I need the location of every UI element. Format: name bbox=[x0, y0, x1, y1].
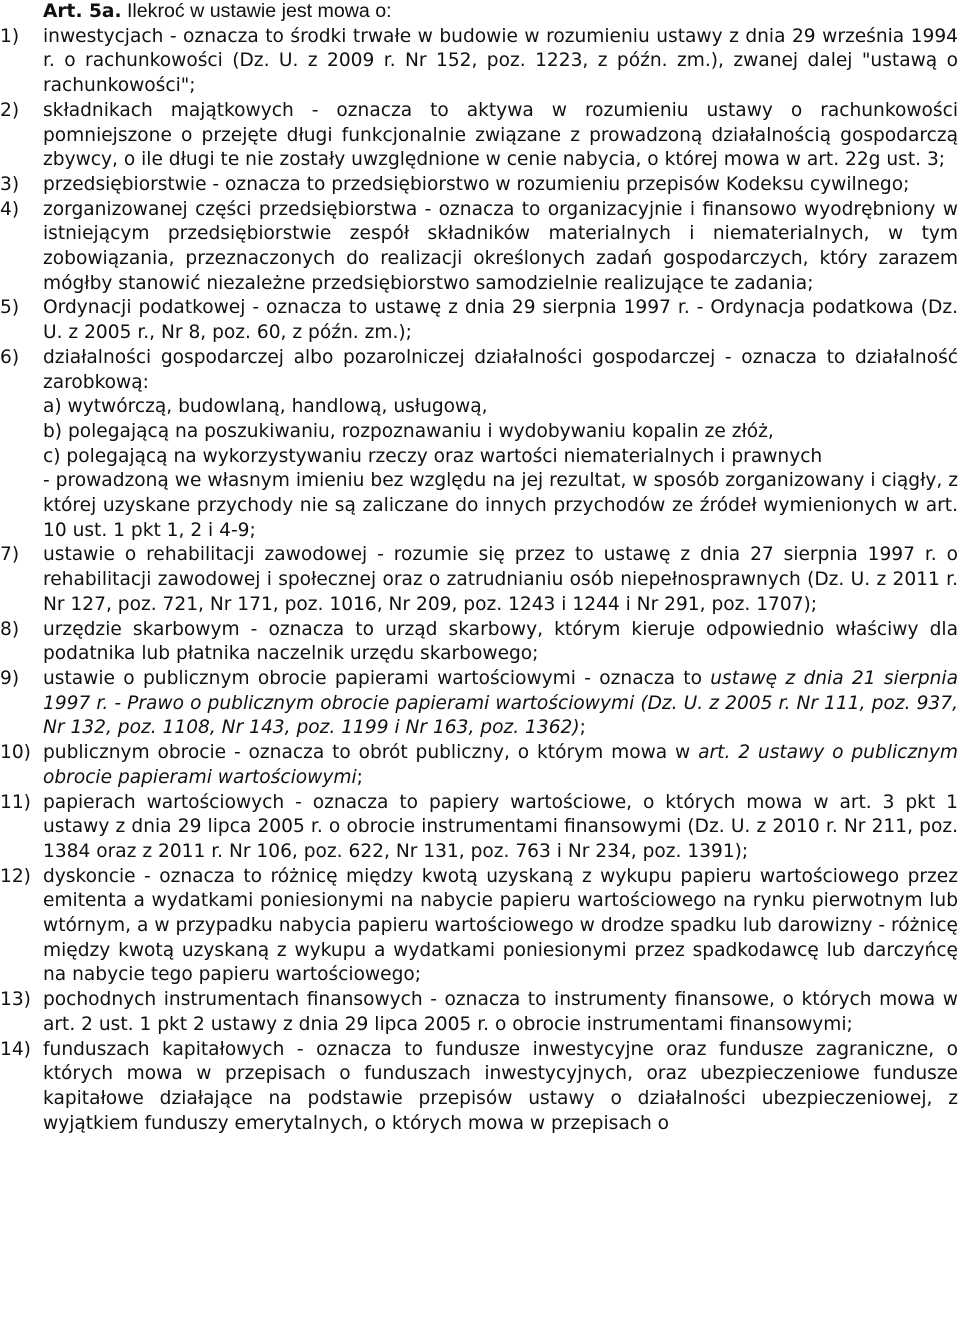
item-text: publicznym obrocie - oznacza to obrót publiczny, o którym mowa w bbox=[43, 742, 699, 764]
definition-item bbox=[0, 865, 960, 989]
item-text-end: ; bbox=[356, 766, 363, 788]
definition-item bbox=[0, 173, 960, 198]
item-text: urzędzie skarbowym - oznacza to urząd skarbowy, którym kieruje odpowiednio właściwy dla podatnika lub płatnika naczelnik urzędu skarbowego; bbox=[43, 618, 958, 665]
article-heading bbox=[0, 0, 960, 25]
item-number: 6) bbox=[0, 346, 20, 368]
sub-item-tail: - prowadzoną we własnym imieniu bez względu na jej rezultat, w sposób zorganizowany i ciągły, z której uzyskane przychody nie są zaliczane do innych przychodów ze źródeł wymienionych w art. 10 ust. 1 pkt 1, 2 i 4-9; bbox=[43, 470, 958, 541]
item-number: 8) bbox=[0, 618, 20, 640]
item-number: 13) bbox=[0, 989, 31, 1011]
item-text-italic: art. 2 ustawy o publicznym obrocie papierami wartościowymi bbox=[43, 742, 958, 788]
definition-item bbox=[0, 543, 960, 617]
item-number: 5) bbox=[0, 297, 20, 319]
item-text: ustawie o publicznym obrocie papierami wartościowymi - oznacza to bbox=[43, 667, 711, 689]
item-number: 7) bbox=[0, 544, 20, 566]
item-text: Ordynacji podatkowej - oznacza to ustawę z dnia 29 sierpnia 1997 r. - Ordynacja podatkowa (Dz. U. z 2005 r., Nr 8, poz. 60, z późn. zm.); bbox=[43, 297, 958, 344]
item-text: przedsiębiorstwie - oznacza to przedsiębiorstwo w rozumieniu przepisów Kodeksu cywilnego; bbox=[43, 173, 910, 195]
definition-item bbox=[0, 346, 960, 544]
item-number: 11) bbox=[0, 791, 31, 813]
item-number: 10) bbox=[0, 742, 31, 764]
definition-item bbox=[0, 99, 960, 173]
item-number: 9) bbox=[0, 667, 20, 689]
item-text: składnikach majątkowych - oznacza to aktywa w rozumieniu ustawy o rachunkowości pomniejszone o przejęte długi funkcjonalnie związane z prowadzoną działalnością gospodarczą zbywcy, o ile długi te nie zostały uwzględnione w cenie nabycia, o której mowa w art. 22g ust. 3; bbox=[43, 99, 958, 171]
item-text: zorganizowanej części przedsiębiorstwa - oznacza to organizacyjnie i finansowo wyodrębniony w istniejącym przedsiębiorstwie zespół składników materialnych i niematerialnych, w tym zobowiązania, przeznaczonych do realizacji określonych zadań gospodarczych, który zarazem mógłby stanowić niezależne przedsiębiorstwo samodzielnie realizujące te zadania; bbox=[43, 198, 958, 294]
definition-item bbox=[0, 667, 960, 741]
item-number: 3) bbox=[0, 173, 20, 195]
item-number: 14) bbox=[0, 1038, 31, 1060]
definition-item bbox=[0, 988, 960, 1037]
definition-item bbox=[0, 296, 960, 345]
item-number: 4) bbox=[0, 198, 20, 220]
item-text: pochodnych instrumentach finansowych - oznacza to instrumenty finansowe, o których mowa w art. 2 ust. 1 pkt 2 ustawy z dnia 29 lipca 2005 r. o obrocie instrumentami finansowymi; bbox=[43, 989, 958, 1035]
definition-item bbox=[0, 791, 960, 865]
definition-item bbox=[0, 618, 960, 667]
item-text-italic: ustawę z dnia 21 sierpnia 1997 r. - Prawo o publicznym obrocie papierami wartościowymi (Dz. U. z 2005 r. Nr 111, poz. 937, Nr 132, poz. 1108, Nr 143, poz. 1199 i Nr 163, poz. 1362) bbox=[43, 667, 958, 739]
sub-item-b: b) polegającą na poszukiwaniu, rozpoznawaniu i wydobywaniu kopalin ze złóż, bbox=[43, 420, 774, 442]
item-text: funduszach kapitałowych - oznacza to fundusze inwestycyjne oraz fundusze zagraniczne, o których mowa w przepisach o funduszach inwestycyjnych, oraz ubezpieczeniowe fundusze kapitałowe działające na podstawie przepisów ustawy o działalności ubezpieczeniowej, z wyjątkiem funduszy emerytalnych, o których mowa w przepisach o bbox=[43, 1038, 958, 1134]
article-intro: Ilekroć w ustawie jest mowa o: bbox=[121, 0, 392, 22]
definition-item bbox=[0, 198, 960, 297]
sub-item-a: a) wytwórczą, budowlaną, handlową, usługową, bbox=[43, 396, 488, 418]
item-number: 12) bbox=[0, 865, 31, 887]
item-text: papierach wartościowych - oznacza to papiery wartościowe, o których mowa w art. 3 pkt 1 ustawy z dnia 29 lipca 2005 r. o obrocie instrumentami finansowymi (Dz. U. z 2010 r. Nr 211, poz. 1384 oraz z 2011 r. Nr 106, poz. 622, Nr 131, poz. 763 i Nr 234, poz. 1391); bbox=[43, 791, 958, 862]
item-text: dyskoncie - oznacza to różnicę między kwotą uzyskaną z wykupu papieru wartościowego przez emitenta a wydatkami poniesionymi na nabycie papieru wartościowego na rynku pierwotnym lub wtórnym, a w przypadku nabycia papieru wartościowego w drodze spadku lub darowizny - różnicę między kwotą uzyskaną z wykupu a wydatkami poniesionymi przez spadkodawcę lub darczyńcę na nabycie tego papieru wartościowego; bbox=[43, 865, 958, 986]
article-number: Art. 5a. bbox=[43, 1, 122, 22]
item-number: 1) bbox=[0, 25, 20, 47]
item-number: 2) bbox=[0, 99, 20, 121]
item-text-end: ; bbox=[579, 717, 586, 739]
item-text: inwestycjach - oznacza to środki trwałe w budowie w rozumieniu ustawy z dnia 29 września 1994 r. o rachunkowości (Dz. U. z 2009 r. Nr 152, poz. 1223, z późn. zm.), zwanej dalej "ustawą o rachunkowości"; bbox=[43, 25, 958, 97]
definition-item bbox=[0, 741, 960, 790]
item-text: ustawie o rehabilitacji zawodowej - rozumie się przez to ustawę z dnia 27 sierpnia 1997 r. o rehabilitacji zawodowej i społecznej oraz o zatrudnianiu osób niepełnosprawnych (Dz. U. z 2011 r. Nr 127, poz. 721, Nr 171, poz. 1016, Nr 209, poz. 1243 i 1244 i Nr 291, poz. 1707); bbox=[43, 544, 958, 615]
definition-item bbox=[0, 1038, 960, 1137]
sub-item-c: c) polegającą na wykorzystywaniu rzeczy oraz wartości niematerialnych i prawnych bbox=[43, 445, 823, 467]
definition-item bbox=[0, 25, 960, 99]
item-text: działalności gospodarczej albo pozarolniczej działalności gospodarczej - oznacza to działalność zarobkową: bbox=[43, 346, 958, 393]
